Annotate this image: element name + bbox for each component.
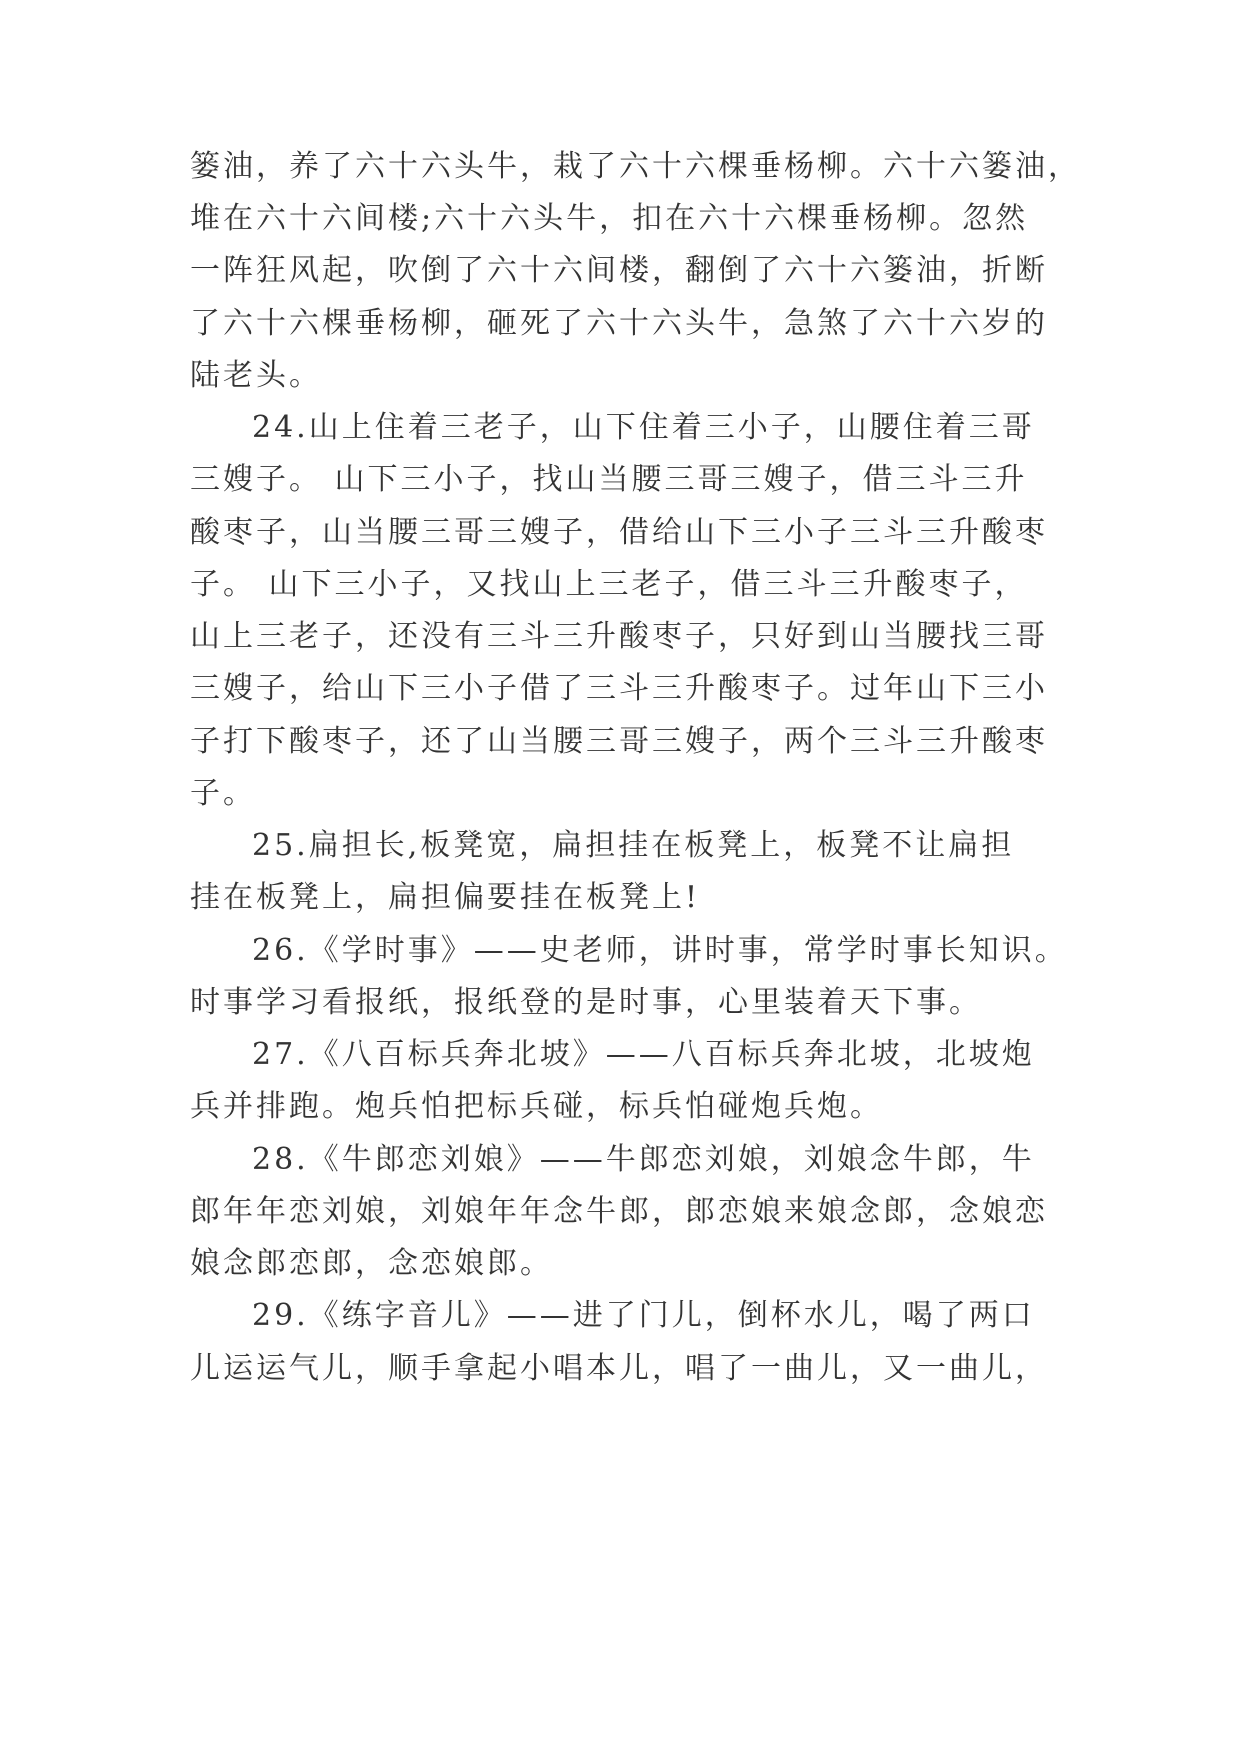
item-24-line: 24.山上住着三老子，山下住着三小子，山腰住着三哥 [252,410,1035,445]
text-line: 酸枣子，山当腰三哥三嫂子，借给山下三小子三斗三升酸枣 [190,515,1048,550]
text-line: 子。 [190,776,256,811]
text-line: 挂在板凳上，扁担偏要挂在板凳上! [190,880,701,915]
text-line: 时事学习看报纸，报纸登的是时事，心里装着天下事。 [190,985,982,1020]
text-line: 篓油，养了六十六头牛，栽了六十六棵垂杨柳。六十六篓油， [190,149,1081,184]
text-line: 兵并排跑。炮兵怕把标兵碰，标兵怕碰炮兵炮。 [190,1089,883,1124]
text-line: 三嫂子，给山下三小子借了三斗三升酸枣子。过年山下三小 [190,671,1048,706]
item-29-line: 29.《练字音儿》——进了门儿，倒杯水儿，喝了两口 [252,1298,1035,1333]
item-27-line: 27.《八百标兵奔北坡》——八百标兵奔北坡，北坡炮 [252,1037,1035,1072]
text-line: 山上三老子，还没有三斗三升酸枣子，只好到山当腰找三哥 [190,619,1048,654]
text-line: 堆在六十六间楼;六十六头牛，扣在六十六棵垂杨柳。忽然 [190,201,1029,236]
text-line: 了六十六棵垂杨柳，砸死了六十六头牛，急煞了六十六岁的 [190,306,1048,341]
text-line: 子打下酸枣子，还了山当腰三哥三嫂子，两个三斗三升酸枣 [190,724,1048,759]
text-line: 陆老头。 [190,358,322,393]
text-line: 一阵狂风起，吹倒了六十六间楼，翻倒了六十六篓油，折断 [190,253,1048,288]
text-line: 三嫂子。 山下三小子，找山当腰三哥三嫂子，借三斗三升 [190,462,1028,497]
text-line: 娘念郎恋郎，念恋娘郎。 [190,1246,553,1281]
text-line: 儿运运气儿，顺手拿起小唱本儿，唱了一曲儿，又一曲儿， [190,1351,1048,1386]
item-28-line: 28.《牛郎恋刘娘》——牛郎恋刘娘，刘娘念牛郎，牛 [252,1142,1035,1177]
item-25-line: 25.扁担长,板凳宽，扁担挂在板凳上，板凳不让扁担 [252,828,1015,863]
text-line: 郎年年恋刘娘，刘娘年年念牛郎，郎恋娘来娘念郎，念娘恋 [190,1194,1048,1229]
item-26-line: 26.《学时事》——史老师，讲时事，常学时事长知识。 [252,933,1068,968]
text-line: 子。 山下三小子，又找山上三老子，借三斗三升酸枣子， [190,567,1028,602]
